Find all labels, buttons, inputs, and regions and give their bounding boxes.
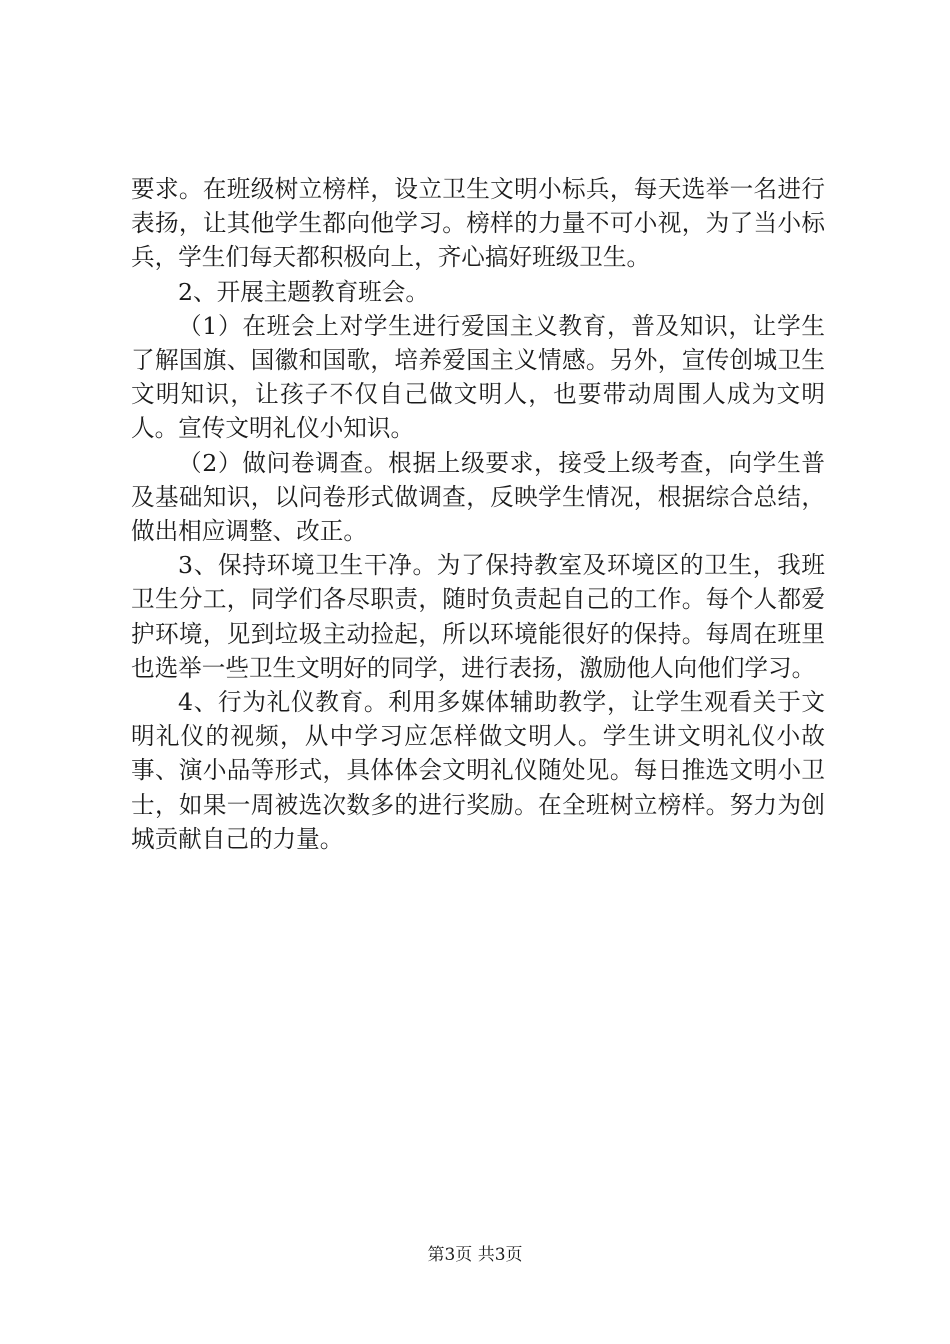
- document-body: [131, 172, 825, 856]
- paragraph-continuation: 要求。在班级树立榜样，设立卫生文明小标兵，每天选举一名进行表扬，让其他学生都向他学习。榜样的力量不可小视，为了当小标兵，学生们每天都积极向上，齐心搞好班级卫生。: [131, 175, 825, 272]
- paragraph-section-3: 3、保持环境卫生干净。为了保持教室及环境区的卫生，我班卫生分工，同学们各尽职责，随时负责起自己的工作。每个人都爱护环境，见到垃圾主动捡起，所以环境能很好的保持。每周在班里也选举一些卫生文明好的同学，进行表扬，激励他人向他们学习。: [131, 551, 825, 682]
- page-footer: [0, 1244, 950, 1266]
- paragraph-section-2-item-2: （2）做问卷调查。根据上级要求，接受上级考查，向学生普及基础知识，以问卷形式做调查，反映学生情况，根据综合总结，做出相应调整、改正。: [131, 448, 825, 546]
- paragraph-section-2-item-1: （1）在班会上对学生进行爱国主义教育，普及知识，让学生了解国旗、国徽和国歌，培养爱国主义情感。另外，宣传创城卫生文明知识，让孩子不仅自己做文明人，也要带动周围人成为文明人。宣传文明礼仪小知识。: [131, 311, 825, 443]
- paragraph-section-4: 4、行为礼仪教育。利用多媒体辅助教学，让学生观看关于文明礼仪的视频，从中学习应怎样做文明人。学生讲文明礼仪小故事、演小品等形式，具体体会文明礼仪随处见。每日推选文明小卫士，如果一周被选次数多的进行奖励。在全班树立榜样。努力为创城贡献自己的力量。: [131, 688, 825, 853]
- paragraph-section-2-heading: 2、开展主题教育班会。: [178, 277, 429, 306]
- page-number-label: 第3页 共3页: [427, 1245, 523, 1265]
